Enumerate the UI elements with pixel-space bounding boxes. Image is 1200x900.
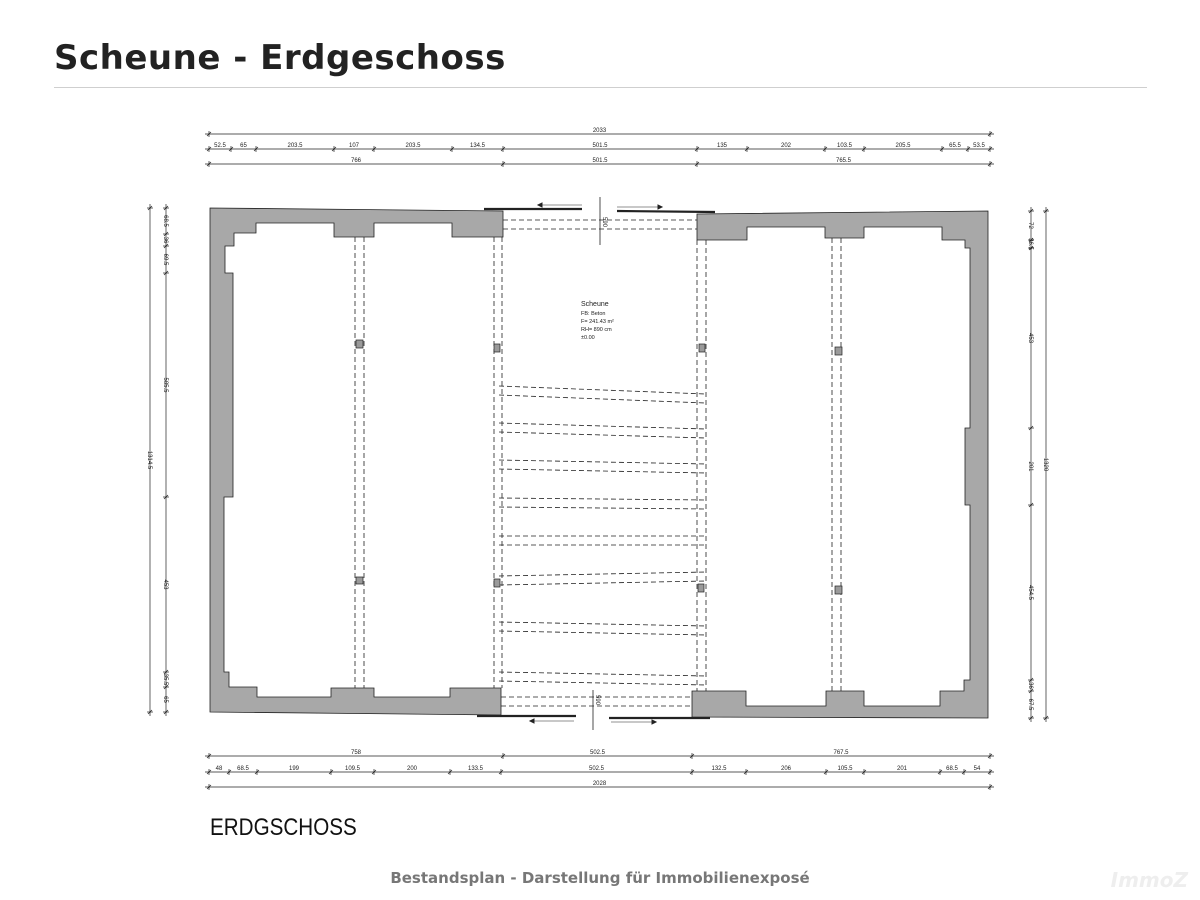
dimension-lines: [147, 131, 1049, 790]
dimension-label: 501.5: [592, 158, 608, 164]
dimension-label: 501.5: [592, 143, 608, 149]
dimension-label: 205.5: [895, 143, 911, 149]
room-area: F= 241.43 m²: [581, 319, 614, 325]
dimension-label: 134.5: [469, 143, 486, 149]
dimension-label: 67.5: [1027, 698, 1033, 711]
dimension-label: 201: [1027, 461, 1033, 472]
room-label: [581, 301, 614, 341]
dimension-label: 105.5: [837, 766, 853, 772]
dimension-label: 107: [348, 143, 360, 149]
dimension-label: 206: [780, 766, 792, 772]
dimension-label: 765.5: [835, 158, 852, 164]
dimension-label: 453: [1027, 332, 1033, 344]
door-label-top: 590: [601, 216, 607, 228]
wall-right-block: [692, 211, 988, 718]
dimension-label: 454.5: [1027, 584, 1033, 601]
floor-caption: ERDGSCHOSS: [210, 814, 357, 841]
dimension-label: 68.5: [237, 766, 249, 772]
dimension-label: 135: [716, 143, 728, 149]
dimension-label: 203.5: [287, 143, 303, 149]
dimension-label: 65.5: [949, 143, 961, 149]
dimension-label: 68.5: [162, 215, 168, 227]
page-title: Scheune - Erdgeschoss: [54, 38, 506, 78]
dimension-label: 1320: [1042, 457, 1048, 472]
posts: [356, 340, 842, 594]
dimension-label: 36: [1027, 682, 1033, 689]
dimension-label: 201: [896, 766, 908, 772]
dimension-label: 53.5: [973, 143, 985, 149]
dimension-label: 767.5: [833, 750, 849, 756]
dimension-label: 2028: [592, 781, 607, 787]
room-level: ±0.00: [581, 335, 595, 341]
dimension-label: 132.5: [711, 766, 727, 772]
dimension-label: 103.5: [836, 143, 853, 149]
dimension-label: 2033: [592, 128, 607, 134]
dimension-label: 758: [350, 750, 362, 756]
dimension-label: 766: [350, 158, 362, 164]
dashed-beams: [355, 220, 841, 706]
door-label-bottom: 590: [594, 694, 600, 706]
dimension-label: 72: [1027, 222, 1033, 229]
dimension-label: 65: [240, 143, 247, 149]
dimension-label: 502.5: [589, 750, 606, 756]
dimension-label: 203.5: [405, 143, 421, 149]
dimension-label: 453: [162, 579, 168, 590]
dimension-label: 36: [162, 236, 168, 244]
dimension-label: 109.5: [344, 766, 361, 772]
room-height: RH= 890 cm: [581, 327, 612, 333]
room-floor: FB: Beton: [581, 311, 606, 317]
dimension-label: 1314.5: [146, 450, 152, 470]
dimension-label: 68.5: [946, 766, 958, 772]
dimension-label: 52.5: [214, 143, 226, 149]
watermark: ImmoZ: [1110, 868, 1188, 892]
dimension-label: 502.5: [588, 766, 605, 772]
dimension-label: 199: [288, 766, 300, 772]
dimension-label: 54: [973, 766, 981, 772]
dimension-label: 200: [406, 766, 418, 772]
dimension-label: 585.5: [162, 377, 168, 393]
dimension-label: 69.5: [162, 253, 168, 266]
dimension-label: 48: [215, 766, 223, 772]
wall-left-block: [210, 208, 503, 715]
plan-subtitle: Bestandsplan - Darstellung für Immobilienexposé: [390, 869, 810, 887]
dimension-label: 202: [780, 143, 792, 149]
dimension-label: 36.5: [1027, 238, 1033, 250]
dimension-label: 35.5: [162, 673, 168, 686]
dimension-label: 65: [162, 696, 168, 703]
dimension-label: 133.5: [467, 766, 484, 772]
room-name: Scheune: [581, 301, 609, 308]
